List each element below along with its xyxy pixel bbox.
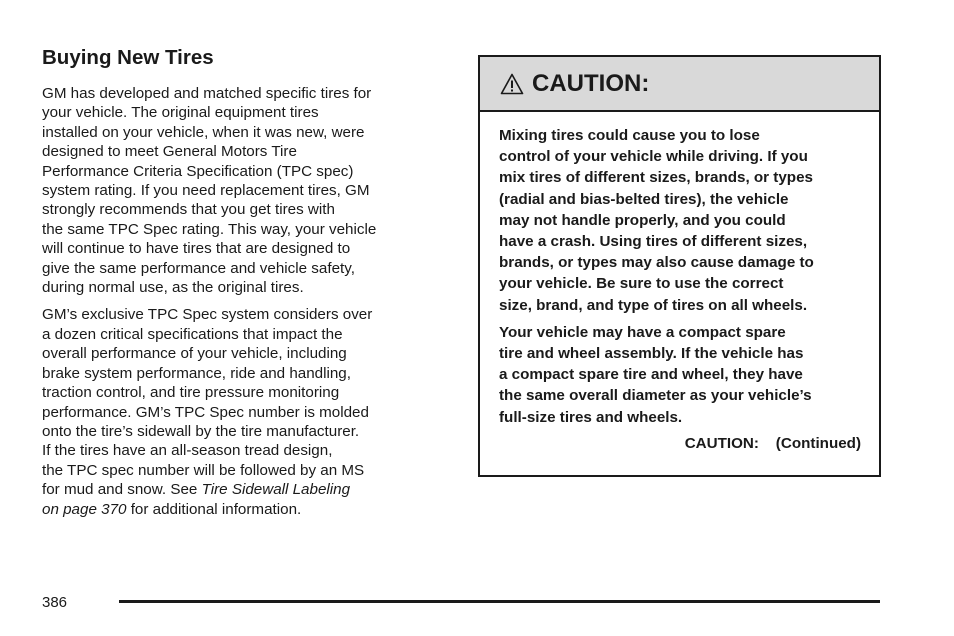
text-line: size, brand, and type of tires on all wheels. [499, 296, 808, 314]
text-fragment: for mud and snow. See [42, 481, 198, 499]
caution-header [480, 57, 879, 112]
text-line: strongly recommends that you get tires with [42, 201, 335, 219]
text-line: the same overall diameter as your vehicle’s [499, 387, 812, 405]
text-line: brake system performance, ride and handling, [42, 364, 351, 382]
caution-paragraph-compact-spare [499, 322, 861, 428]
text-line [42, 480, 444, 499]
text-line: Performance Criteria Specification (TPC spec) [42, 162, 354, 180]
text-line: the same TPC Spec rating. This way, your vehicle [42, 220, 377, 238]
text-line: overall performance of your vehicle, including [42, 345, 347, 363]
text-line: brands, or types may also cause damage to [499, 254, 814, 272]
text-fragment: for additional information. [130, 500, 302, 518]
text-line: your vehicle. The original equipment tires [42, 104, 319, 122]
main-column [42, 44, 444, 527]
text-line: installed on your vehicle, when it was new, were [42, 123, 365, 141]
text-line: a dozen critical specifications that impact the [42, 325, 343, 343]
caution-paragraph-mixing [499, 125, 861, 316]
cross-reference-page[interactable]: on page 370 [42, 500, 127, 518]
footer-rule [119, 600, 880, 603]
text-line: have a crash. Using tires of different sizes, [499, 233, 808, 251]
caution-continued-label: CAUTION: (Continued) [684, 434, 861, 452]
text-line: will continue to have tires that are designed to [42, 240, 351, 258]
text-line: mix tires of different sizes, brands, or types [499, 169, 813, 187]
text-line: GM has developed and matched specific tires for [42, 85, 372, 102]
text-line: If the tires have an all-season tread design, [42, 442, 333, 460]
page-number: 386 [42, 594, 68, 611]
text-line: (radial and bias-belted tires), the vehicle [499, 190, 789, 208]
text-line: tire and wheel assembly. If the vehicle has [499, 345, 804, 363]
text-line: system rating. If you need replacement tires, GM [42, 182, 370, 200]
cross-reference-link[interactable]: Tire Sidewall Labeling [201, 481, 351, 499]
caution-box [478, 55, 881, 477]
text-line: a compact spare tire and wheel, they have [499, 366, 803, 384]
text-line: traction control, and tire pressure monitoring [42, 384, 340, 402]
warning-triangle-icon [500, 73, 524, 95]
text-line: Your vehicle may have a compact spare [499, 323, 786, 341]
section-title: Buying New Tires [42, 46, 214, 69]
text-line: during normal use, as the original tires. [42, 279, 304, 297]
text-line: may not handle properly, and you could [499, 211, 786, 229]
text-line: GM’s exclusive TPC Spec system considers over [42, 306, 373, 324]
text-line: give the same performance and vehicle safety, [42, 259, 355, 277]
text-line: the TPC spec number will be followed by an MS [42, 461, 365, 479]
caution-body [480, 112, 879, 452]
text-line: onto the tire’s sidewall by the tire manufacturer. [42, 422, 360, 440]
paragraph-tpc-system [42, 305, 444, 518]
paragraph-tpc-intro [42, 84, 444, 297]
text-line: your vehicle. Be sure to use the correct [499, 275, 784, 293]
text-line: designed to meet General Motors Tire [42, 143, 297, 161]
text-line [42, 500, 444, 519]
text-line: control of your vehicle while driving. If you [499, 148, 808, 166]
caution-title: CAUTION: [532, 69, 650, 97]
text-line: full-size tires and wheels. [499, 408, 683, 426]
text-line: performance. GM’s TPC Spec number is molded [42, 403, 369, 421]
text-line: Mixing tires could cause you to lose [499, 127, 760, 144]
